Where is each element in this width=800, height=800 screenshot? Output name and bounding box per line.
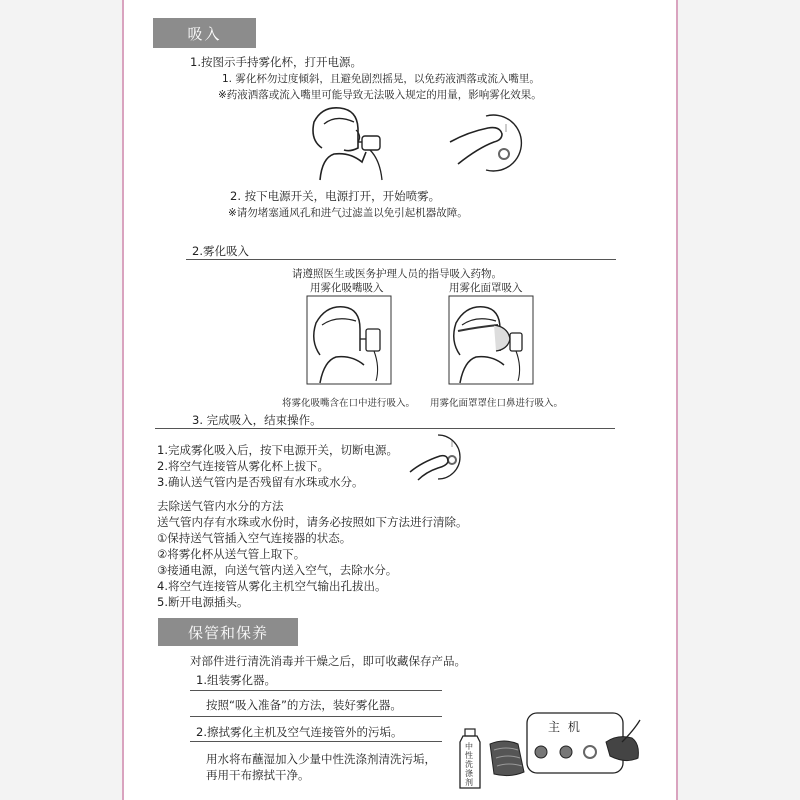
mask-caption: 用雾化面罩罩住口鼻进行吸入。 — [430, 398, 564, 409]
inhale-step-2-note: ※请勿堵塞通风孔和进气过滤盖以免引起机器故障。 — [228, 207, 468, 219]
water-removal-item-2: ②将雾化杯从送气管上取下。 — [157, 547, 306, 561]
finish-heading: 3. 完成吸入，结束操作。 — [192, 413, 322, 427]
hand-press-off-illustration — [408, 432, 474, 482]
storage-intro: 对部件进行清洗消毒并干燥之后，即可收藏保存产品。 — [190, 654, 466, 668]
inhale-section-header: 吸入 — [153, 18, 256, 48]
main-unit-label: 主 机 — [548, 720, 582, 734]
finish-divider — [155, 428, 615, 429]
water-removal-item-5: 5.断开电源插头。 — [157, 595, 249, 609]
water-removal-item-3: ③接通电源，向送气管内送入空气，去除水分。 — [157, 563, 398, 577]
finish-item-1: 1.完成雾化吸入后，按下电源开关，切断电源。 — [157, 443, 398, 457]
storage-step-2-detail-2: 再用干布擦拭干净。 — [206, 768, 310, 782]
page-edge-left — [122, 0, 124, 800]
girl-with-mask-illustration — [448, 295, 534, 385]
girl-with-mouthpiece-illustration — [306, 295, 392, 385]
girl-holding-nebulizer-illustration — [300, 100, 400, 182]
cloth-illustration — [484, 736, 528, 780]
storage-section-header: 保管和保养 — [158, 618, 298, 646]
storage-step-2-detail-1: 用水将布蘸湿加入少量中性洗涤剂清洗污垢， — [206, 752, 436, 766]
finish-item-3: 3.确认送气管内是否残留有水珠或水分。 — [157, 475, 364, 489]
main-unit-cleaning-illustration — [526, 712, 642, 780]
storage-step-1-divider — [190, 690, 442, 691]
storage-step-1-detail: 按照“吸入准备”的方法，装好雾化器。 — [206, 698, 402, 712]
storage-step-2: 2.擦拭雾化主机及空气连接管外的污垢。 — [196, 725, 403, 739]
detergent-bottle-illustration — [456, 728, 484, 790]
water-removal-item-1: ①保持送气管插入空气连接器的状态。 — [157, 531, 352, 545]
nebulize-instruction: 请遵照医生或医务护理人员的指导吸入药物。 — [292, 268, 502, 280]
storage-step-2-divider — [190, 741, 442, 742]
inhale-step-1: 1.按图示手持雾化杯，打开电源。 — [190, 55, 362, 69]
water-removal-intro: 送气管内存有水珠或水份时，请务必按照如下方法进行清除。 — [157, 515, 468, 529]
storage-step-1-detail-divider — [190, 716, 442, 717]
nebulize-divider — [186, 259, 616, 260]
storage-step-1: 1.组装雾化器。 — [196, 673, 276, 687]
inhale-step-2: 2. 按下电源开关，电源打开，开始喷雾。 — [230, 189, 441, 203]
mask-label: 用雾化面罩吸入 — [449, 282, 523, 294]
inhale-step-1-note-1: 1. 雾化杯勿过度倾斜，且避免剧烈摇晃，以免药液洒落或流入嘴里。 — [222, 73, 540, 85]
page-edge-right — [676, 0, 678, 800]
inhale-step-1-note-2: ※药液洒落或流入嘴里可能导致无法吸入规定的用量，影响雾化效果。 — [218, 89, 542, 101]
hand-press-power-illustration — [448, 112, 538, 174]
mouthpiece-label: 用雾化吸嘴吸入 — [310, 282, 384, 294]
water-removal-item-4: 4.将空气连接管从雾化主机空气输出孔拔出。 — [157, 579, 387, 593]
detergent-bottle-label: 中性洗涤剂 — [465, 742, 473, 787]
finish-item-2: 2.将空气连接管从雾化杯上拔下。 — [157, 459, 329, 473]
mouthpiece-caption: 将雾化吸嘴含在口中进行吸入。 — [282, 398, 416, 409]
nebulize-heading: 2.雾化吸入 — [192, 244, 249, 258]
water-removal-title: 去除送气管内水分的方法 — [157, 499, 284, 513]
